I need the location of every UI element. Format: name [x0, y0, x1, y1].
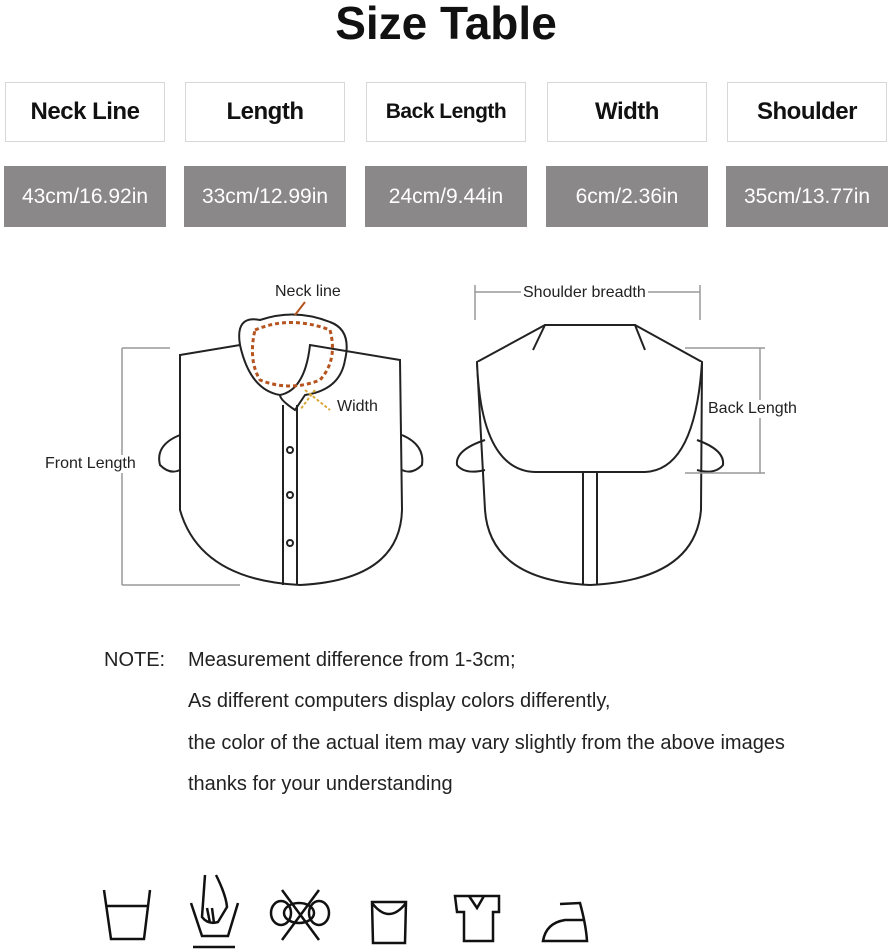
note-line: Measurement difference from 1-3cm; — [188, 649, 516, 671]
do-not-wring-icon — [271, 890, 329, 940]
label-shoulder-breadth: Shoulder breadth — [523, 284, 646, 301]
value-width: 6cm/2.36in — [546, 166, 708, 227]
note-line: thanks for your understanding — [188, 773, 453, 795]
label-neck-line: Neck line — [275, 283, 341, 300]
note-line: the color of the actual item may vary slightly from the above images — [188, 732, 785, 754]
value-back-length: 24cm/9.44in — [365, 166, 527, 227]
care-icons — [90, 870, 770, 950]
back-collar-diagram — [445, 280, 785, 600]
header-length: Length — [185, 82, 345, 142]
header-width: Width — [547, 82, 707, 142]
header-neck-line: Neck Line — [5, 82, 165, 142]
dry-flat-shirt-icon — [455, 896, 499, 941]
note-prefix: NOTE: — [104, 649, 166, 671]
front-collar-diagram — [100, 280, 440, 600]
value-length: 33cm/12.99in — [184, 166, 346, 227]
iron-icon — [543, 903, 587, 941]
label-back-length: Back Length — [708, 400, 797, 417]
value-neck-line: 43cm/16.92in — [4, 166, 166, 227]
header-back-length: Back Length — [366, 82, 526, 142]
label-front-length: Front Length — [45, 455, 136, 472]
wash-basin-icon — [104, 890, 150, 939]
label-width: Width — [337, 398, 378, 415]
note-line: As different computers display colors differently, — [188, 690, 611, 712]
header-shoulder: Shoulder — [727, 82, 887, 142]
tumble-dry-flat-icon — [372, 902, 406, 943]
value-shoulder: 35cm/13.77in — [726, 166, 888, 227]
hand-wash-icon — [191, 875, 238, 947]
page-title: Size Table — [335, 0, 557, 49]
